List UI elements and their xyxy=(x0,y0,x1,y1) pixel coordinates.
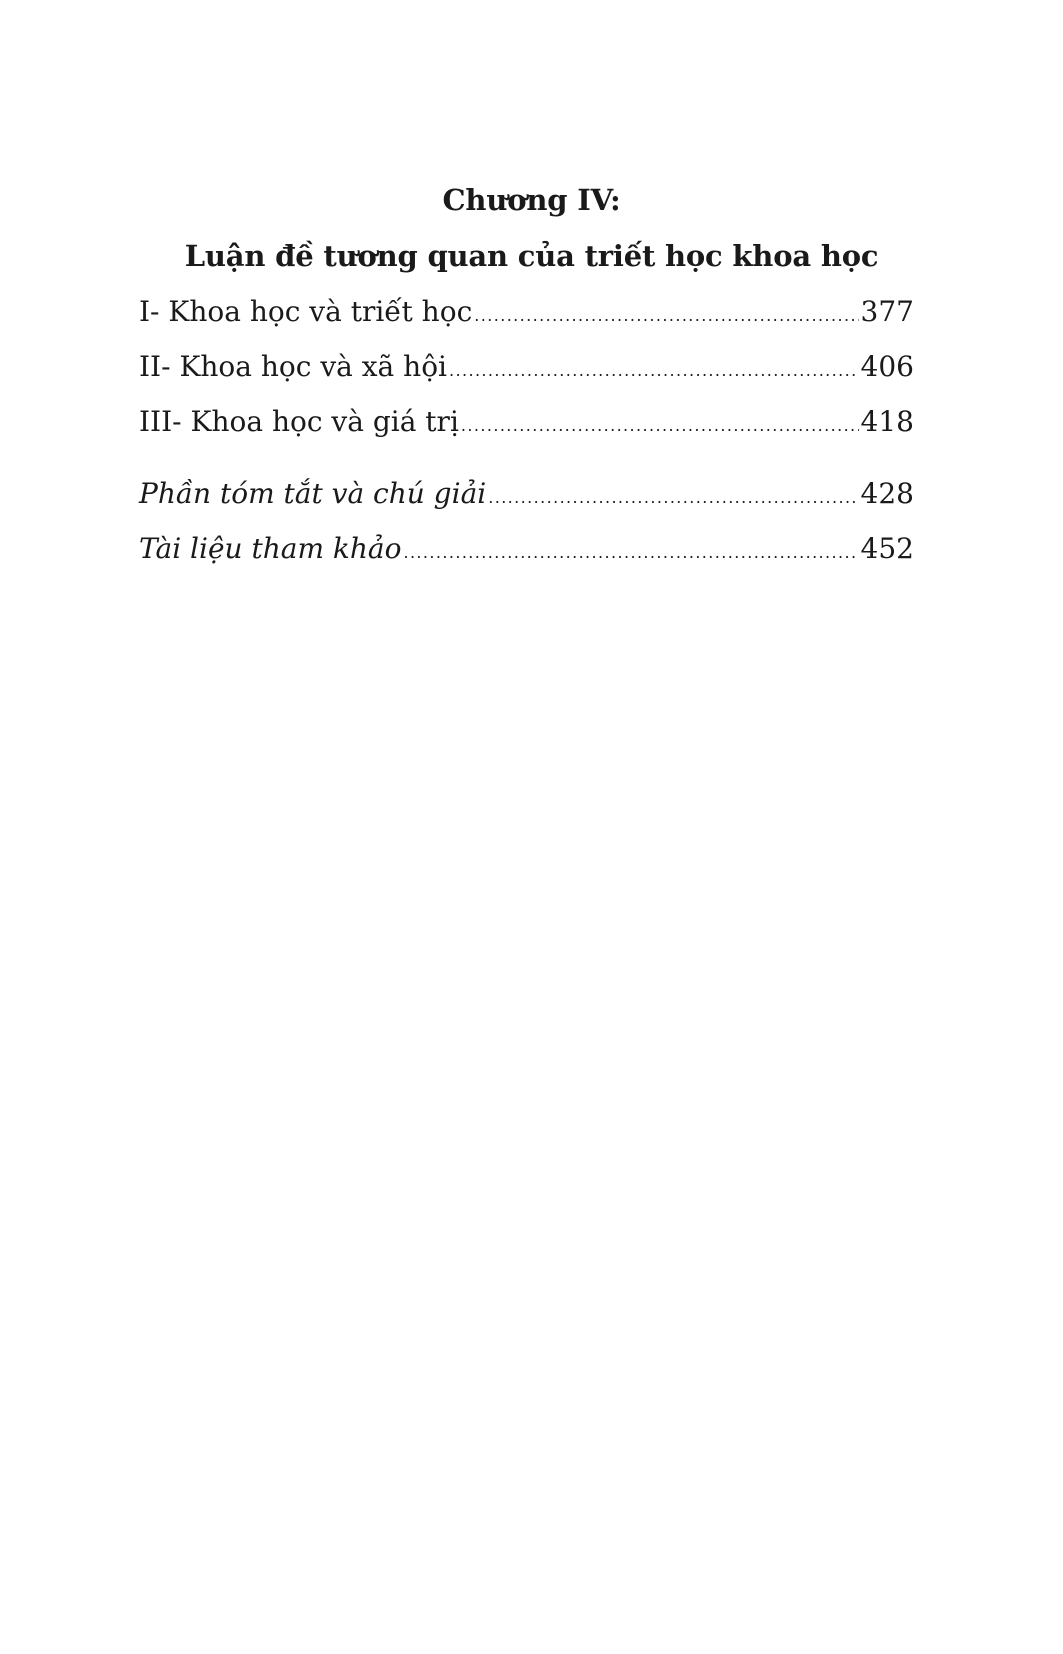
chapter-number: Chương IV: xyxy=(442,183,621,217)
chapter-heading xyxy=(0,172,1063,284)
dot-leader xyxy=(488,470,858,525)
chapter-title: Luận đề tương quan của triết học khoa học xyxy=(184,239,879,273)
toc-entry-section-2[interactable] xyxy=(139,339,914,394)
toc-entry-label: Phần tóm tắt và chú giải xyxy=(139,477,487,510)
toc-entry-label: II- Khoa học và xã hội xyxy=(139,350,447,383)
toc-entry-section-3[interactable] xyxy=(139,394,914,449)
toc-entry-page: 377 xyxy=(860,295,914,328)
toc-appendices xyxy=(139,466,914,576)
toc-entry-page: 406 xyxy=(860,350,914,383)
dot-leader xyxy=(461,398,859,453)
toc-entry-label: I- Khoa học và triết học xyxy=(139,295,473,328)
toc-entry-label: III- Khoa học và giá trị xyxy=(139,405,459,438)
toc-entry-references[interactable] xyxy=(139,521,914,576)
toc-entry-page: 418 xyxy=(860,405,914,438)
toc-entry-section-1[interactable] xyxy=(139,284,914,339)
toc-entry-page: 428 xyxy=(860,477,914,510)
dot-leader xyxy=(449,343,859,398)
toc-entry-label: Tài liệu tham khảo xyxy=(139,532,402,565)
table-of-contents xyxy=(139,284,914,576)
toc-entry-page: 452 xyxy=(860,532,914,565)
toc-sections xyxy=(139,284,914,449)
dot-leader xyxy=(474,288,858,343)
toc-entry-summary-notes[interactable] xyxy=(139,466,914,521)
dot-leader xyxy=(403,525,858,580)
